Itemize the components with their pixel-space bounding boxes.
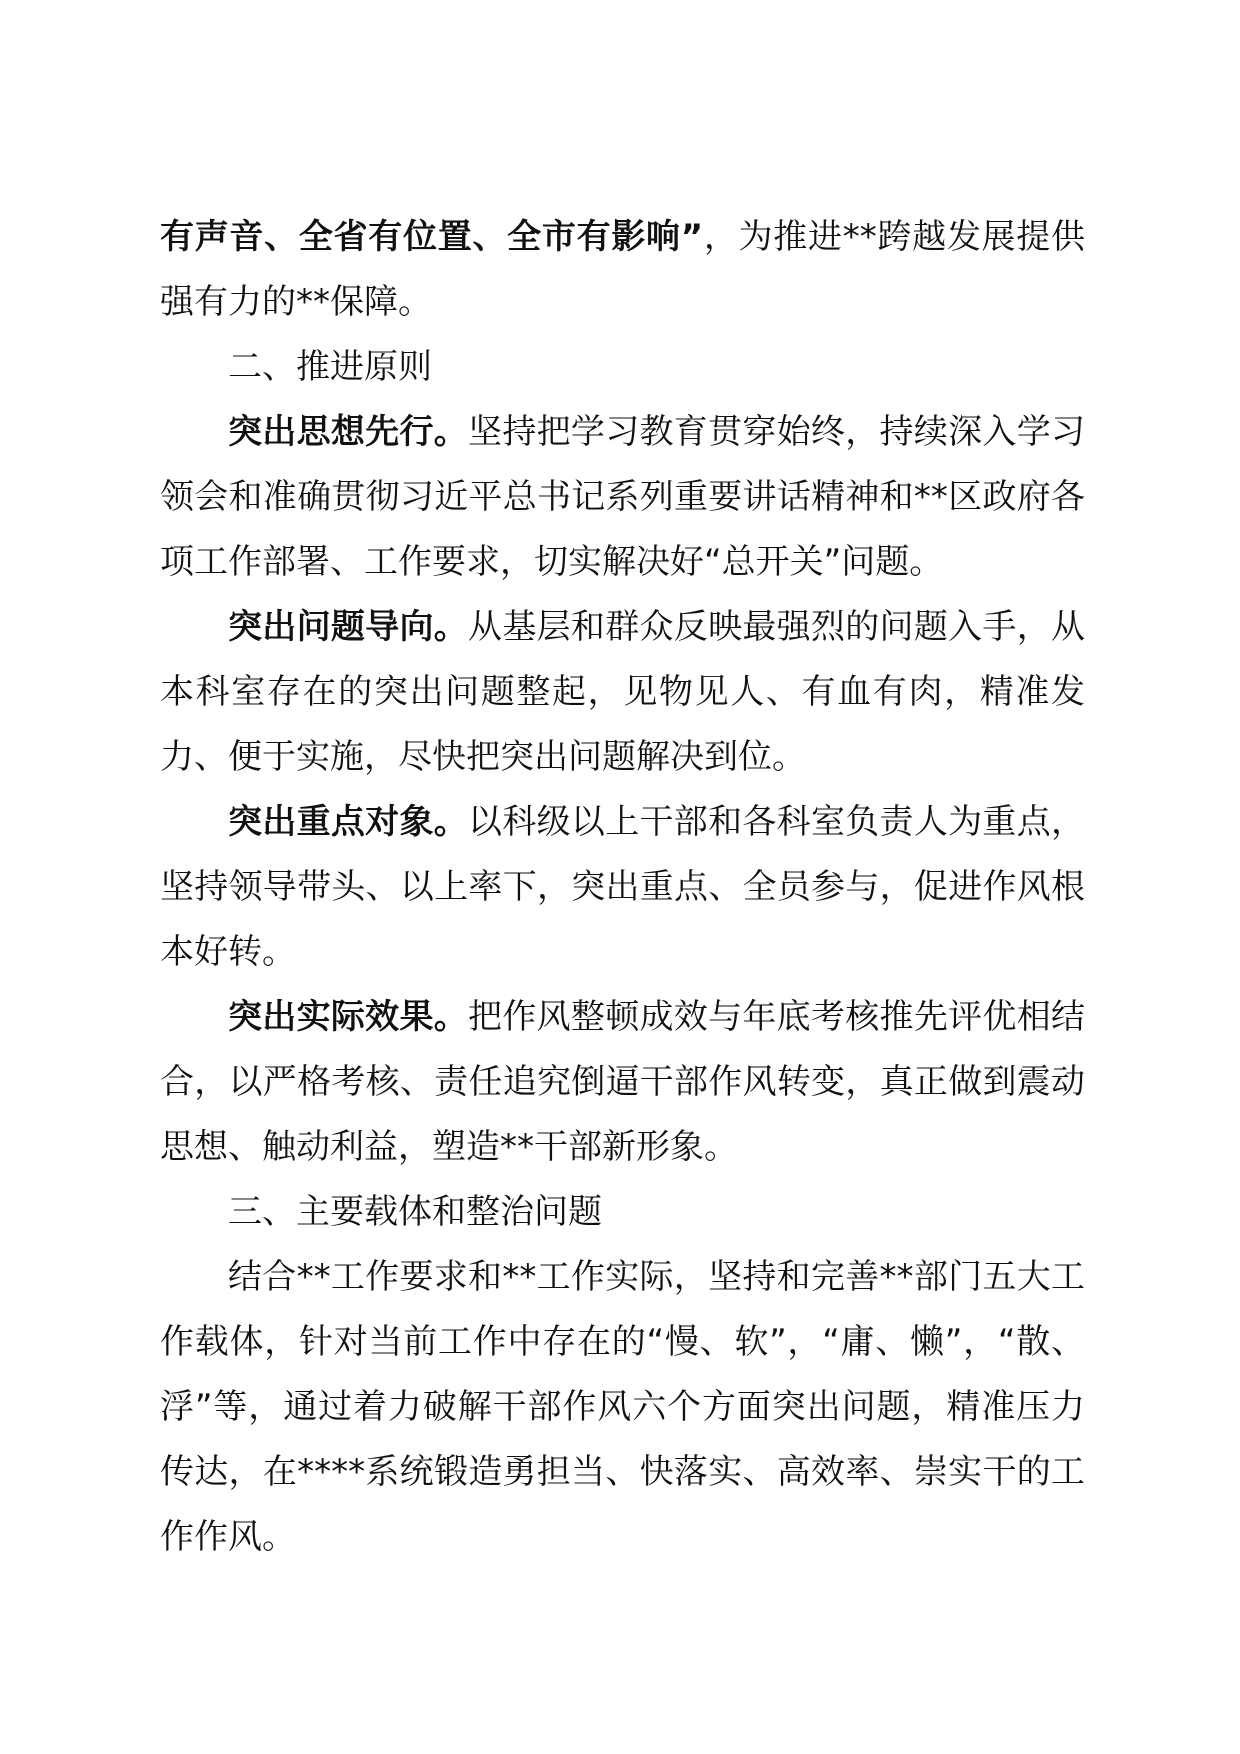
principle-text-2: 从基层和群众反映最强烈的问题入手，从本科室存在的突出问题整起，见物见人、有血有肉，精准发力、便于实施，尽快把突出问题解决到位。 <box>160 607 1086 777</box>
principle-title-2: 突出问题导向。 <box>228 607 469 647</box>
section-2-heading: 二、推进原则 <box>228 347 432 387</box>
section-3-heading: 三、主要载体和整治问题 <box>228 1192 602 1232</box>
principle-paragraph-4 <box>160 985 1085 1180</box>
principle-title-1: 突出思想先行。 <box>228 412 469 452</box>
principle-text-3: 以科级以上干部和各科室负责人为重点，坚持领导带头、以上率下，突出重点、全员参与，促进作风根本好转。 <box>160 802 1086 972</box>
section-3-paragraph: 结合**工作要求和**工作实际，坚持和完善**部门五大工作载体，针对当前工作中存在的“慢、软”，“庸、懒”，“散、浮”等，通过着力破解干部作风六个方面突出问题，精准压力传达，在****系统锻造勇担当、快落实、高效率、崇实干的工作作风。 <box>160 1257 1085 1557</box>
principle-text-4: 把作风整顿成效与年底考核推先评优相结合，以严格考核、责任追究倒逼干部作风转变，真正做到震动思想、触动利益，塑造**干部新形象。 <box>160 997 1086 1167</box>
principle-text-1: 坚持把学习教育贯穿始终，持续深入学习领会和准确贯彻习近平总书记系列重要讲话精神和**区政府各项工作部署、工作要求，切实解决好“总开关”问题。 <box>160 412 1086 582</box>
opening-paragraph <box>160 205 1085 335</box>
opening-text: ，为推进**跨越发展提供强有力的**保障。 <box>160 217 1085 322</box>
document-body <box>160 205 1085 1570</box>
opening-bold-text: 有声音、全省有位置、全市有影响” <box>160 217 704 257</box>
principle-paragraph-2 <box>160 595 1085 790</box>
principle-paragraph-1 <box>160 400 1085 595</box>
principle-paragraph-3 <box>160 790 1085 985</box>
principle-title-4: 突出实际效果。 <box>228 997 469 1037</box>
principle-title-3: 突出重点对象。 <box>228 802 469 842</box>
